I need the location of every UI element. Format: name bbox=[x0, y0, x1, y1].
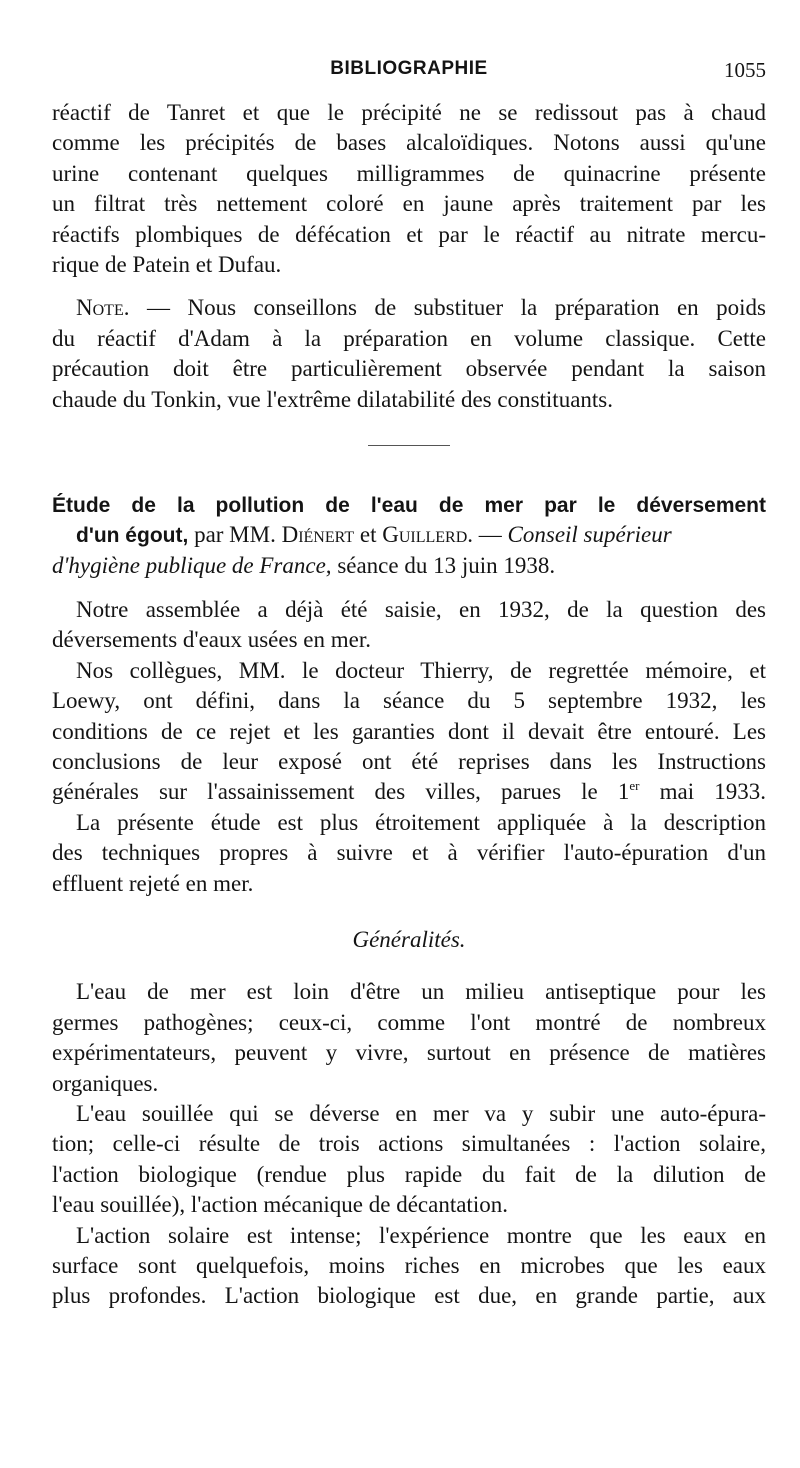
text-fragment: générales sur l'assainissement des villes, parues le 1 bbox=[52, 779, 630, 805]
text-fragment: mai 1933. bbox=[659, 779, 766, 805]
article-source: Conseil supérieur bbox=[507, 522, 672, 548]
text-line: L'eau de mer est loin d'être un milieu antiseptique pour les bbox=[76, 979, 766, 1005]
text-line: surface sont quelquefois, moins riches en microbes que les eaux bbox=[52, 1252, 766, 1278]
text-line: déversements d'eaux usées en mer. bbox=[52, 627, 372, 653]
text-line: plus profondes. L'action biologique est due, en grande partie, aux bbox=[52, 1283, 766, 1309]
text-line: réactifs plombiques de défécation et par le réactif au nitrate mercu- bbox=[52, 221, 766, 247]
paragraph-1 bbox=[52, 98, 766, 280]
section-heading-block bbox=[52, 925, 766, 955]
article-title: Étude de la pollution de l'eau de mer par le déversement bbox=[52, 493, 766, 517]
text-line: organiques. bbox=[52, 1070, 159, 1096]
superscript: er bbox=[629, 778, 640, 794]
page-body bbox=[52, 98, 766, 1312]
article-date: séance du 13 juin 1938. bbox=[337, 552, 556, 578]
article-title-line bbox=[52, 490, 766, 520]
text-line: des techniques propres à suivre et à vérifier l'auto-épuration d'un bbox=[52, 840, 766, 866]
text-line: urine contenant quelques milligrammes de quinacrine présente bbox=[52, 160, 766, 186]
paragraph-3 bbox=[52, 656, 766, 808]
paragraph-4 bbox=[52, 808, 766, 899]
text-line: Loewy, ont défini, dans la séance du 5 septembre 1932, les bbox=[52, 688, 766, 714]
text-line: Notre assemblée a déjà été saisie, en 1932, de la question des bbox=[76, 597, 766, 623]
text-line: Nos collègues, MM. le docteur Thierry, de regrettée mémoire, et bbox=[76, 657, 766, 683]
note-text: — Nous conseillons de substituer la préparation en poids bbox=[146, 295, 766, 321]
text-line: effluent rejeté en mer. bbox=[52, 870, 254, 896]
section-divider bbox=[52, 445, 766, 446]
paragraph-2 bbox=[52, 595, 766, 656]
text-line: rique de Patein et Dufau. bbox=[52, 251, 282, 277]
text-line: L'eau souillée qui se déverse en mer va y subir une auto-épura- bbox=[76, 1100, 766, 1126]
paragraph-5 bbox=[52, 977, 766, 1099]
article-source-line bbox=[52, 551, 766, 581]
text-line: conclusions de leur exposé ont été reprises dans les Instructions bbox=[52, 749, 766, 775]
article-et: et bbox=[359, 522, 377, 548]
paragraph-6 bbox=[52, 1099, 766, 1221]
text-line: conditions de ce rejet et les garanties dont il devait être entouré. Les bbox=[52, 718, 766, 744]
article-author: Diénert bbox=[281, 522, 355, 548]
article-title-line bbox=[52, 520, 766, 550]
text-line: La présente étude est plus étroitement appliquée à la description bbox=[76, 809, 766, 835]
text-line: tion; celle-ci résulte de trois actions simultanées : l'action solaire, bbox=[52, 1131, 766, 1157]
text-line: l'eau souillée), l'action mécanique de décantation. bbox=[52, 1192, 508, 1218]
article-source-continued: d'hygiène publique de France, bbox=[52, 552, 332, 578]
text-line: germes pathogènes; ceux-ci, comme l'ont montré de nombreux bbox=[52, 1009, 766, 1035]
text-line: comme les précipités de bases alcaloïdiques. Notons aussi qu'une bbox=[52, 130, 766, 156]
text-line: expérimentateurs, peuvent y vivre, surtout en présence de matières bbox=[52, 1040, 766, 1066]
text-line: un filtrat très nettement coloré en jaune après traitement par les bbox=[52, 191, 766, 217]
paragraph-7 bbox=[52, 1221, 766, 1312]
section-heading: Généralités. bbox=[352, 926, 466, 952]
article-heading bbox=[52, 490, 766, 581]
text-line bbox=[52, 293, 766, 323]
running-head: BIBLIOGRAPHIE bbox=[330, 58, 488, 79]
article-author: Guillerd. bbox=[382, 522, 474, 548]
note-label: Note. bbox=[76, 295, 130, 321]
text-line: L'action solaire est intense; l'expérience montre que les eaux en bbox=[76, 1222, 766, 1248]
article-dash: — bbox=[478, 522, 502, 548]
text-line: du réactif d'Adam à la préparation en volume classique. Cette bbox=[52, 325, 766, 351]
text-line: précaution doit être particulièrement observée pendant la saison bbox=[52, 356, 766, 382]
text-line: chaude du Tonkin, vue l'extrême dilatabilité des constituants. bbox=[52, 386, 613, 412]
text-line: l'action biologique (rendue plus rapide du fait de la dilution de bbox=[52, 1161, 766, 1187]
note-paragraph bbox=[52, 293, 766, 415]
article-par: par MM. bbox=[194, 522, 276, 548]
page-header bbox=[52, 58, 766, 88]
text-line: réactif de Tanret et que le précipité ne se redissout pas à chaud bbox=[52, 100, 766, 125]
page-number: 1055 bbox=[724, 58, 766, 82]
text-line bbox=[52, 777, 766, 807]
article-title-continued: d'un égout, bbox=[76, 524, 189, 548]
